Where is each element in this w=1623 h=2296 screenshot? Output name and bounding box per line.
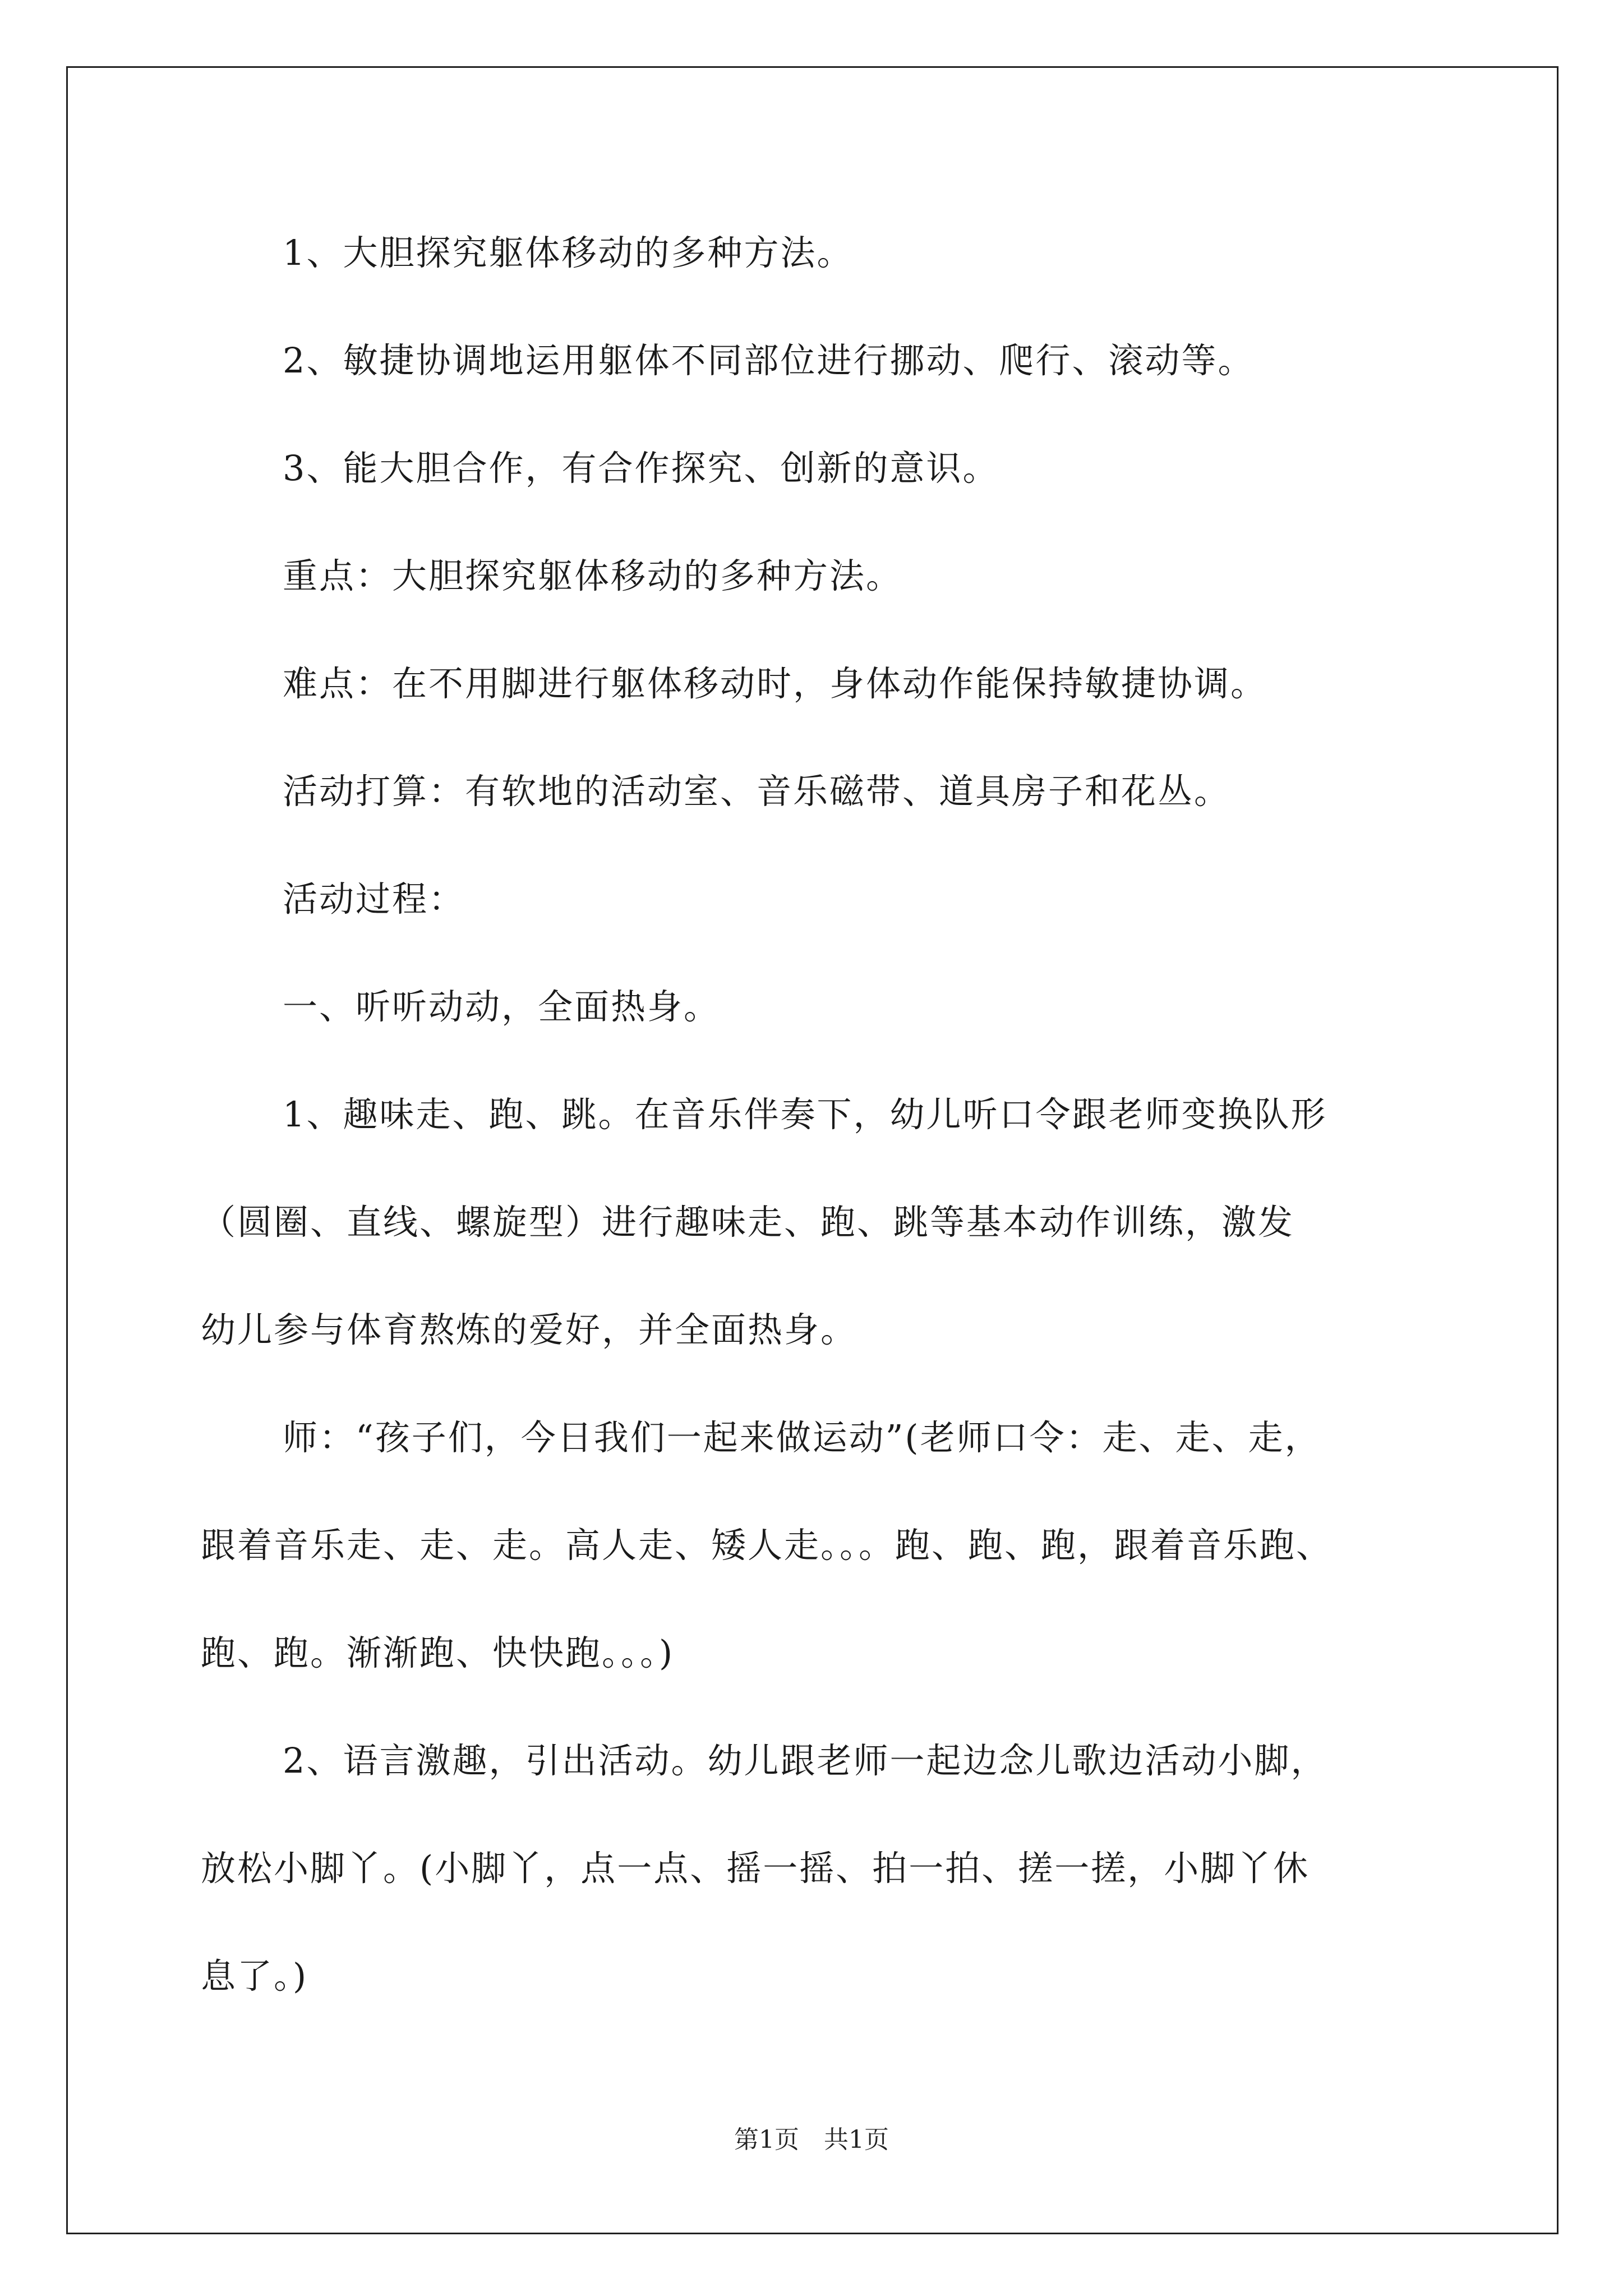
- paragraph-line: 2、语言激趣，引出活动。幼儿跟老师一起边念儿歌边活动小脚，: [283, 1740, 1327, 1781]
- section-heading: 活动过程：: [283, 878, 465, 919]
- paragraph-line: 2、敏捷协调地运用躯体不同部位进行挪动、爬行、滚动等。: [283, 340, 1255, 381]
- page-number-footer: 第1页 共1页: [734, 2125, 889, 2154]
- paragraph-line: 3、能大胆合作，有合作探究、创新的意识。: [283, 448, 999, 489]
- paragraph-line: 师：“孩子们，今日我们一起来做运动”(老师口令：走、走、走，: [283, 1417, 1321, 1458]
- paragraph-line: 跟着音乐走、走、走。高人走、矮人走。。。跑、跑、跑，跟着音乐跑、: [201, 1525, 1333, 1566]
- paragraph-line: 息了。): [201, 1955, 308, 1996]
- paragraph-line: 幼儿参与体育熬炼的爱好，并全面热身。: [201, 1309, 857, 1350]
- paragraph-line: 1、大胆探究躯体移动的多种方法。: [283, 232, 854, 273]
- page-border: [66, 66, 1559, 2234]
- paragraph-line: 放松小脚丫。(小脚丫，点一点、摇一摇、拍一拍、搓一搓，小脚丫休: [201, 1848, 1310, 1889]
- paragraph-line: 难点：在不用脚进行躯体移动时，身体动作能保持敏捷协调。: [283, 663, 1267, 704]
- section-heading: 一、听听动动，全面热身。: [283, 986, 721, 1027]
- paragraph-line: 活动打算：有软地的活动室、音乐磁带、道具房子和花丛。: [283, 771, 1231, 812]
- paragraph-line: （圆圈、直线、螺旋型）进行趣味走、跑、跳等基本动作训练，激发: [201, 1202, 1295, 1243]
- paragraph-line: 重点：大胆探究躯体移动的多种方法。: [283, 555, 903, 596]
- paragraph-line: 1、趣味走、跑、跳。在音乐伴奏下，幼儿听口令跟老师变换队形: [283, 1094, 1327, 1135]
- paragraph-line: 跑、跑。渐渐跑、快快跑。。。): [201, 1632, 675, 1673]
